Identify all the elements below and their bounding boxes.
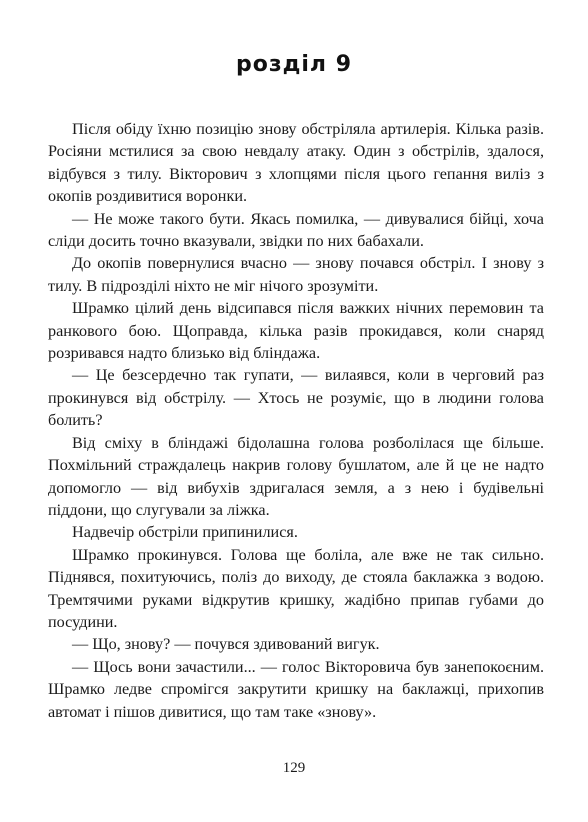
page-number: 129 <box>282 760 306 776</box>
chapter-body <box>48 118 544 723</box>
paragraph: Надвечір обстріли припинилися. <box>72 523 298 542</box>
paragraph: Шрамко цілий день відсипався після важких нічних перемовин та ранкового бою. Щоправда, кілька разів прокидався, коли снаряд розривався надто близько від бліндажа. <box>48 299 544 363</box>
paragraph: — Це безсердечно так гупати, — вилаявся, коли в черговий раз прокинувся від обстрілу. — Хтось не розуміє, що в людини голова болить? <box>48 366 544 430</box>
chapter-title: розділ 9 <box>235 52 353 77</box>
paragraph: — Не може такого бути. Якась помилка, — дивувалися бійці, хоча сліди досить точно вказували, звідки по них бабахали. <box>48 209 544 251</box>
paragraph: Від сміху в бліндажі бідолашна голова розболілася ще більше. Похмільний страждалець накрив голову бушлатом, але й це не надто допомогло — від вибухів здригалася земля, а з нею і будівельні піддони, що слугували за ліжка. <box>48 433 544 519</box>
paragraph: — Щось вони зачастили... — голос Вікторовича був занепокоєним. Шрамко ледве спромігся закрутити кришку на баклажці, прихопив автомат і пішов дивитися, що там таке «знову». <box>48 657 544 721</box>
paragraph: До окопів повернулися вчасно — знову почався обстріл. І знову з тилу. В підрозділі ніхто не міг нічого зрозуміти. <box>48 254 544 295</box>
paragraph: — Що, знову? — почувся здивований вигук. <box>72 635 380 654</box>
paragraph: Шрамко прокинувся. Голова ще боліла, але вже не так сильно. Піднявся, похитуючись, поліз до виходу, де стояла баклажка з водою. Тремтячими руками відкрутив кришку, жадібно припав губами до посудини. <box>48 545 544 631</box>
paragraph: Після обіду їхню позицію знову обстріляла артилерія. Кілька разів. Росіяни мстилися за свою невдалу атаку. Один з обстрілів, здалося, відбувся з тилу. Вікторович з хлопцями після цього гепання виліз з окопів роздивитися воронки. <box>48 120 544 206</box>
